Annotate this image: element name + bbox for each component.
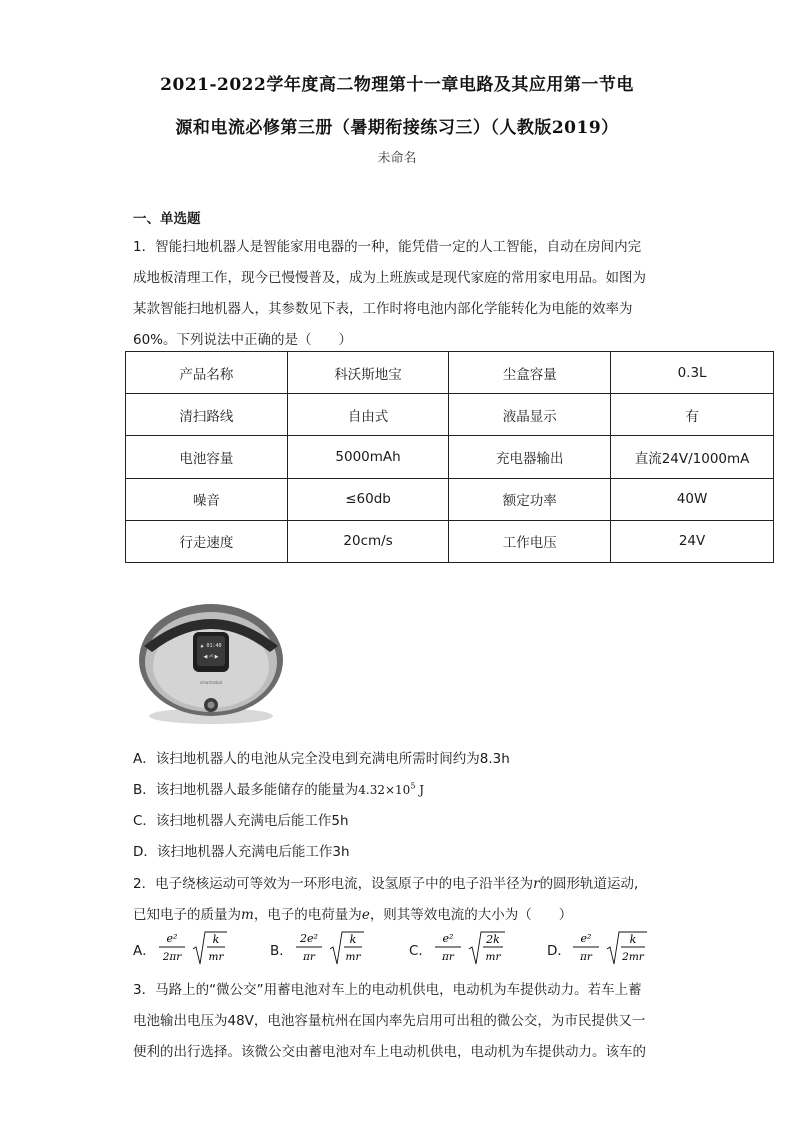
robot-screen-text: ▲ 01:40 (200, 643, 222, 649)
robot-vacuum-image (136, 598, 286, 728)
svg-text:k: k (629, 933, 637, 946)
svg-text:2e²: 2e² (300, 932, 318, 945)
table-cell: 额定功率 (449, 478, 611, 520)
table-cell: 工作电压 (449, 520, 611, 562)
svg-text:e²: e² (580, 932, 592, 945)
robot-brand-text: smartrobot (199, 680, 223, 685)
table-cell: 直流24V/1000mA (611, 436, 774, 478)
svg-text:mr: mr (208, 951, 224, 963)
table-cell: 产品名称 (126, 352, 288, 394)
svg-text:2πr: 2πr (162, 951, 182, 963)
spec-table (125, 351, 774, 563)
q1-option-d: D．该扫地机器人充满电后能工作3h (133, 844, 350, 860)
author-name: 未命名 (377, 151, 417, 166)
q1-option-c: C．该扫地机器人充满电后能工作5h (133, 813, 349, 829)
table-cell: 24V (611, 520, 774, 562)
table-cell: 噪音 (126, 478, 288, 520)
worksheet-page: 2021-2022学年度高二物理第十一章电路及其应用第一节电 源和电流必修第三册（暑期衔接练习三）（人教版2019） 未命名 一、单选题 1．智能扫地机器人是智能家用电器的一种，能凭借一定的人工智能，自动在房间内完 成地板清理工作，现今已慢慢普及，成为上班族或是现代家庭的常用家电用品。如图为 某款智能扫地机器人，其参数见下表，工作时将电池内部化学能转化为电能的效率为 60%。下列说法中正确的是（ ） 产品名称 科沃斯地宝 尘盒容量 0.3L 清扫路线 自由式 液晶显示 有 电池容量 5000mAh 充电器输出 直流24V/1000mA 噪音 ≤60db 额定功率 40W 行走速度 20cm/s 工作电压 24V ▲ 01:40 ◀ ⏎ ▶ smartrobot A．该扫地机器人的电池从完全没电到充满电所需时间约为8.3h B．该扫地机器人最多能储存的能量为$4.32\times 10^5$ J C．该扫地机器人充满电后能工作5h D．该扫地机器人充满电后能工作3h 2．电子绕核运动可等效为一环形电流，设氢原子中的电子沿半径为r的圆形轨道运动, 已知电子的质量为m，电子的电荷量为e，则其等效电流的大小为（ ） A． e² 2πr k mr B． 2e² πr k mr C． e² πr 2k mr D． e² πr k 2mr 3．马路上的“微公交”用蓄电池对车上的电动机供电，电动机为车提供动力。若车上蓄 电池输出电压为48V，电池容量杭州在国内率先启用可出租的微公交，为市民提供又一 便利的出行选择。该微公交由蓄电池对车上电动机供电，电动机为车提供动力。该车的 (0, 0, 794, 1123)
svg-text:2k: 2k (486, 933, 500, 946)
q1-option-b: B．该扫地机器人最多能储存的能量为$4.32\times 10^5$ J (133, 781, 425, 798)
table-cell: 充电器输出 (449, 436, 611, 478)
q1-line-3: 某款智能扫地机器人，其参数见下表，工作时将电池内部化学能转化为电能的效率为 (133, 301, 633, 317)
table-cell: 电池容量 (126, 436, 288, 478)
table-cell: 20cm/s (287, 520, 449, 562)
q3-line-2: 电池输出电压为48V，电池容量杭州在国内率先启用可出租的微公交，为市民提供又一 (133, 1013, 646, 1029)
q1-line-2: 成地板清理工作，现今已慢慢普及，成为上班族或是现代家庭的常用家电用品。如图为 (133, 270, 646, 286)
robot-screen-controls: ◀ ⏎ ▶ (203, 654, 219, 660)
table-cell: 40W (611, 478, 774, 520)
table-cell: 尘盒容量 (449, 352, 611, 394)
svg-text:k: k (349, 933, 357, 946)
table-cell: 0.3L (611, 352, 774, 394)
section-heading: 一、单选题 (133, 211, 201, 227)
table-cell: 自由式 (287, 394, 449, 436)
q2-line-2: 已知电子的质量为m，电子的电荷量为e，则其等效电流的大小为（ ） (133, 907, 573, 923)
svg-text:πr: πr (442, 951, 454, 963)
formula (431, 928, 531, 968)
svg-text:2mr: 2mr (622, 951, 644, 963)
q2-line-1: 2．电子绕核运动可等效为一环形电流，设氢原子中的电子沿半径为r的圆形轨道运动, (133, 876, 639, 892)
table-row (126, 520, 774, 562)
svg-text:e²: e² (166, 932, 178, 945)
table-cell: ≤60db (287, 478, 449, 520)
table-cell: 行走速度 (126, 520, 288, 562)
table-cell: 有 (611, 394, 774, 436)
table-cell: 清扫路线 (126, 394, 288, 436)
svg-text:πr: πr (303, 951, 315, 963)
title-line-2: 源和电流必修第三册（暑期衔接练习三）（人教版2019） (175, 118, 619, 138)
table-cell: 液晶显示 (449, 394, 611, 436)
table-cell: 科沃斯地宝 (287, 352, 449, 394)
svg-text:πr: πr (580, 951, 592, 963)
table-cell: 5000mAh (287, 436, 449, 478)
table-row (126, 352, 774, 394)
svg-text:mr: mr (485, 951, 501, 963)
svg-text:mr: mr (345, 951, 361, 963)
table-row (126, 436, 774, 478)
q1-option-a: A．该扫地机器人的电池从完全没电到充满电所需时间约为8.3h (133, 751, 510, 767)
formula (569, 928, 669, 968)
svg-text:e²: e² (442, 932, 454, 945)
q1-line-4: 60%。下列说法中正确的是（ ） (133, 332, 353, 348)
formula (155, 928, 255, 968)
table-row (126, 394, 774, 436)
table-row (126, 478, 774, 520)
q1-line-1: 1．智能扫地机器人是智能家用电器的一种，能凭借一定的人工智能，自动在房间内完 (133, 239, 642, 255)
formula (292, 928, 392, 968)
title-line-1: 2021-2022学年度高二物理第十一章电路及其应用第一节电 (160, 75, 634, 95)
q3-line-1: 3．马路上的“微公交”用蓄电池对车上的电动机供电，电动机为车提供动力。若车上蓄 (133, 982, 642, 998)
svg-text:k: k (212, 933, 220, 946)
q3-line-3: 便利的出行选择。该微公交由蓄电池对车上电动机供电，电动机为车提供动力。该车的 (133, 1044, 646, 1060)
